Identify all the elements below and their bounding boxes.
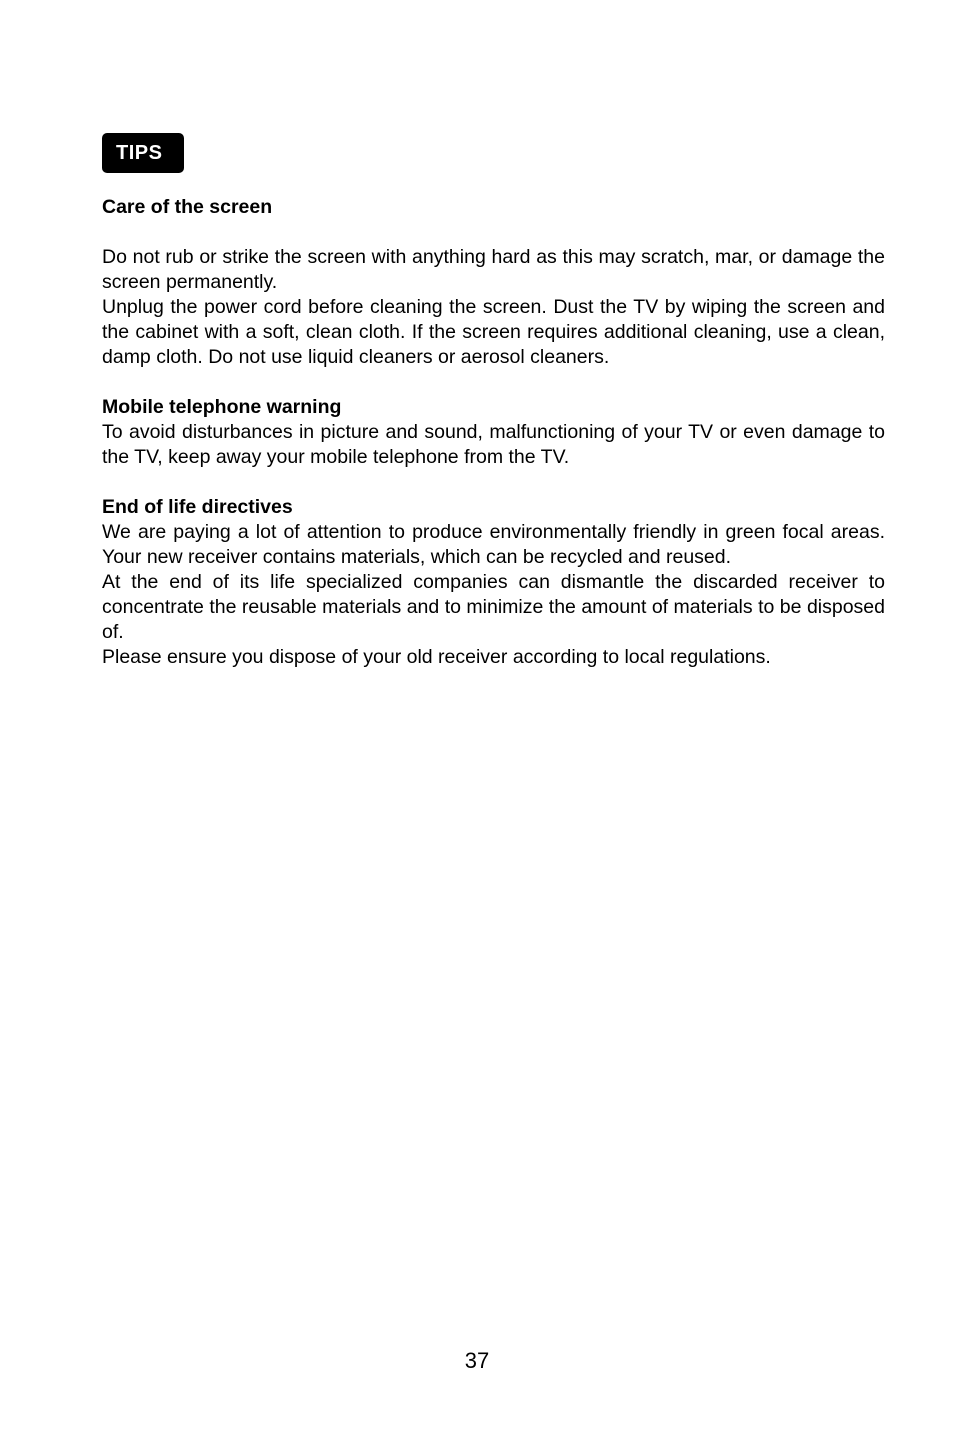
tips-badge: TIPS	[102, 133, 184, 173]
section-paragraph: Please ensure you dispose of your old receiver according to local regulations.	[102, 646, 771, 668]
section-paragraph: Unplug the power cord before cleaning the screen. Dust the TV by wiping the screen and the cabinet with a soft, clean cloth. If the screen requires additional cleaning, use a clean, damp cloth. Do not use liquid cleaners or aerosol cleaners.	[102, 296, 885, 368]
section-mobile-telephone-warning	[102, 395, 885, 470]
section-paragraph: To avoid disturbances in picture and sound, malfunctioning of your TV or even damage to the TV, keep away your mobile telephone from the TV.	[102, 421, 885, 468]
page-content	[102, 133, 885, 670]
page-number: 37	[464, 1348, 490, 1373]
section-heading: Care of the screen	[102, 196, 273, 218]
section-paragraph: At the end of its life specialized companies can dismantle the discarded receiver to concentrate the reusable materials and to minimize the amount of materials to be disposed of.	[102, 571, 885, 643]
section-heading: Mobile telephone warning	[102, 396, 342, 418]
section-paragraph: Do not rub or strike the screen with anything hard as this may scratch, mar, or damage the screen permanently.	[102, 246, 885, 293]
section-care-of-screen	[102, 195, 885, 370]
section-heading: End of life directives	[102, 496, 293, 518]
section-end-of-life-directives	[102, 495, 885, 670]
section-paragraph: We are paying a lot of attention to produce environmentally friendly in green focal areas. Your new receiver contains materials, which can be recycled and reused.	[102, 521, 885, 568]
